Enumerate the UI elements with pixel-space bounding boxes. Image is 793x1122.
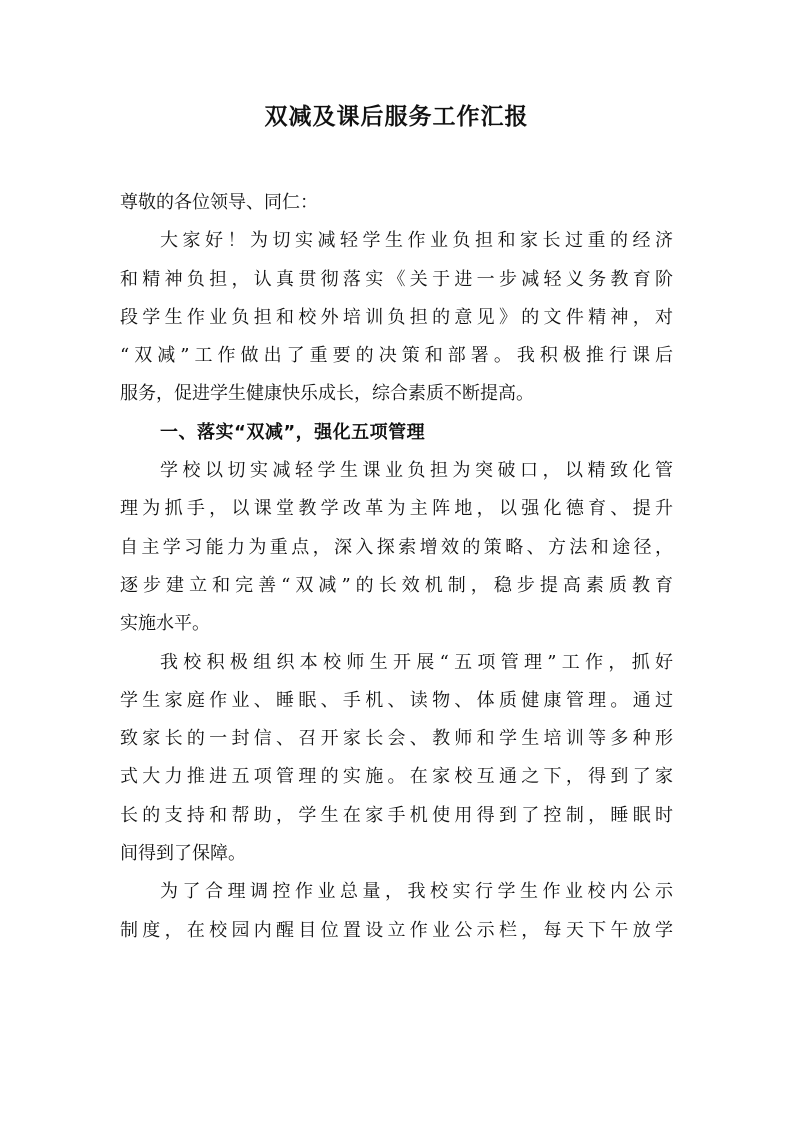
text-line: 长的支持和帮助，学生在家手机使用得到了控制，睡眠时	[120, 804, 673, 826]
document-body	[120, 184, 673, 950]
text-line: 间得到了保障。	[120, 843, 246, 865]
text-line: “双减”工作做出了重要的决策和部署。我积极推行课后	[120, 345, 673, 367]
text-line: 我校积极组织本校师生开展“五项管理”工作，抓好	[160, 651, 673, 673]
text-line: 自主学习能力为重点，深入探索增效的策略、方法和途径，	[120, 536, 673, 558]
text-line: 实施水平。	[120, 613, 210, 635]
text-line: 制度，在校园内醒目位置设立作业公示栏，每天下午放学	[120, 919, 673, 941]
text-line: 式大力推进五项管理的实施。在家校互通之下，得到了家	[120, 766, 673, 788]
paragraph-intro	[120, 222, 673, 413]
text-line: 理为抓手，以课堂教学改革为主阵地，以强化德育、提升	[120, 498, 673, 520]
text-line: 学生家庭作业、睡眠、手机、读物、体质健康管理。通过	[120, 689, 673, 711]
text-line: 致家长的一封信、召开家长会、教师和学生培训等多种形	[120, 728, 673, 750]
paragraph-school-approach	[120, 452, 673, 643]
salutation: 尊敬的各位领导、同仁：	[120, 192, 318, 213]
text-line: 大家好！为切实减轻学生作业负担和家长过重的经济	[160, 230, 673, 252]
document-title: 双减及课后服务工作汇报	[264, 103, 529, 130]
text-line: 学校以切实减轻学生课业负担为突破口，以精致化管	[160, 460, 673, 482]
section-heading: 一、落实“双减”，强化五项管理	[160, 421, 426, 443]
text-line: 为了合理调控作业总量，我校实行学生作业校内公示	[160, 881, 673, 903]
paragraph-homework-publicity	[120, 873, 673, 950]
text-line: 服务，促进学生健康快乐成长，综合素质不断提高。	[120, 383, 534, 405]
text-line: 逐步建立和完善“双减”的长效机制，稳步提高素质教育	[120, 574, 673, 596]
text-line: 和精神负担，认真贯彻落实《关于进一步减轻义务教育阶	[120, 268, 673, 290]
text-line: 段学生作业负担和校外培训负担的意见》的文件精神，对	[120, 306, 673, 328]
paragraph-five-management	[120, 644, 673, 874]
